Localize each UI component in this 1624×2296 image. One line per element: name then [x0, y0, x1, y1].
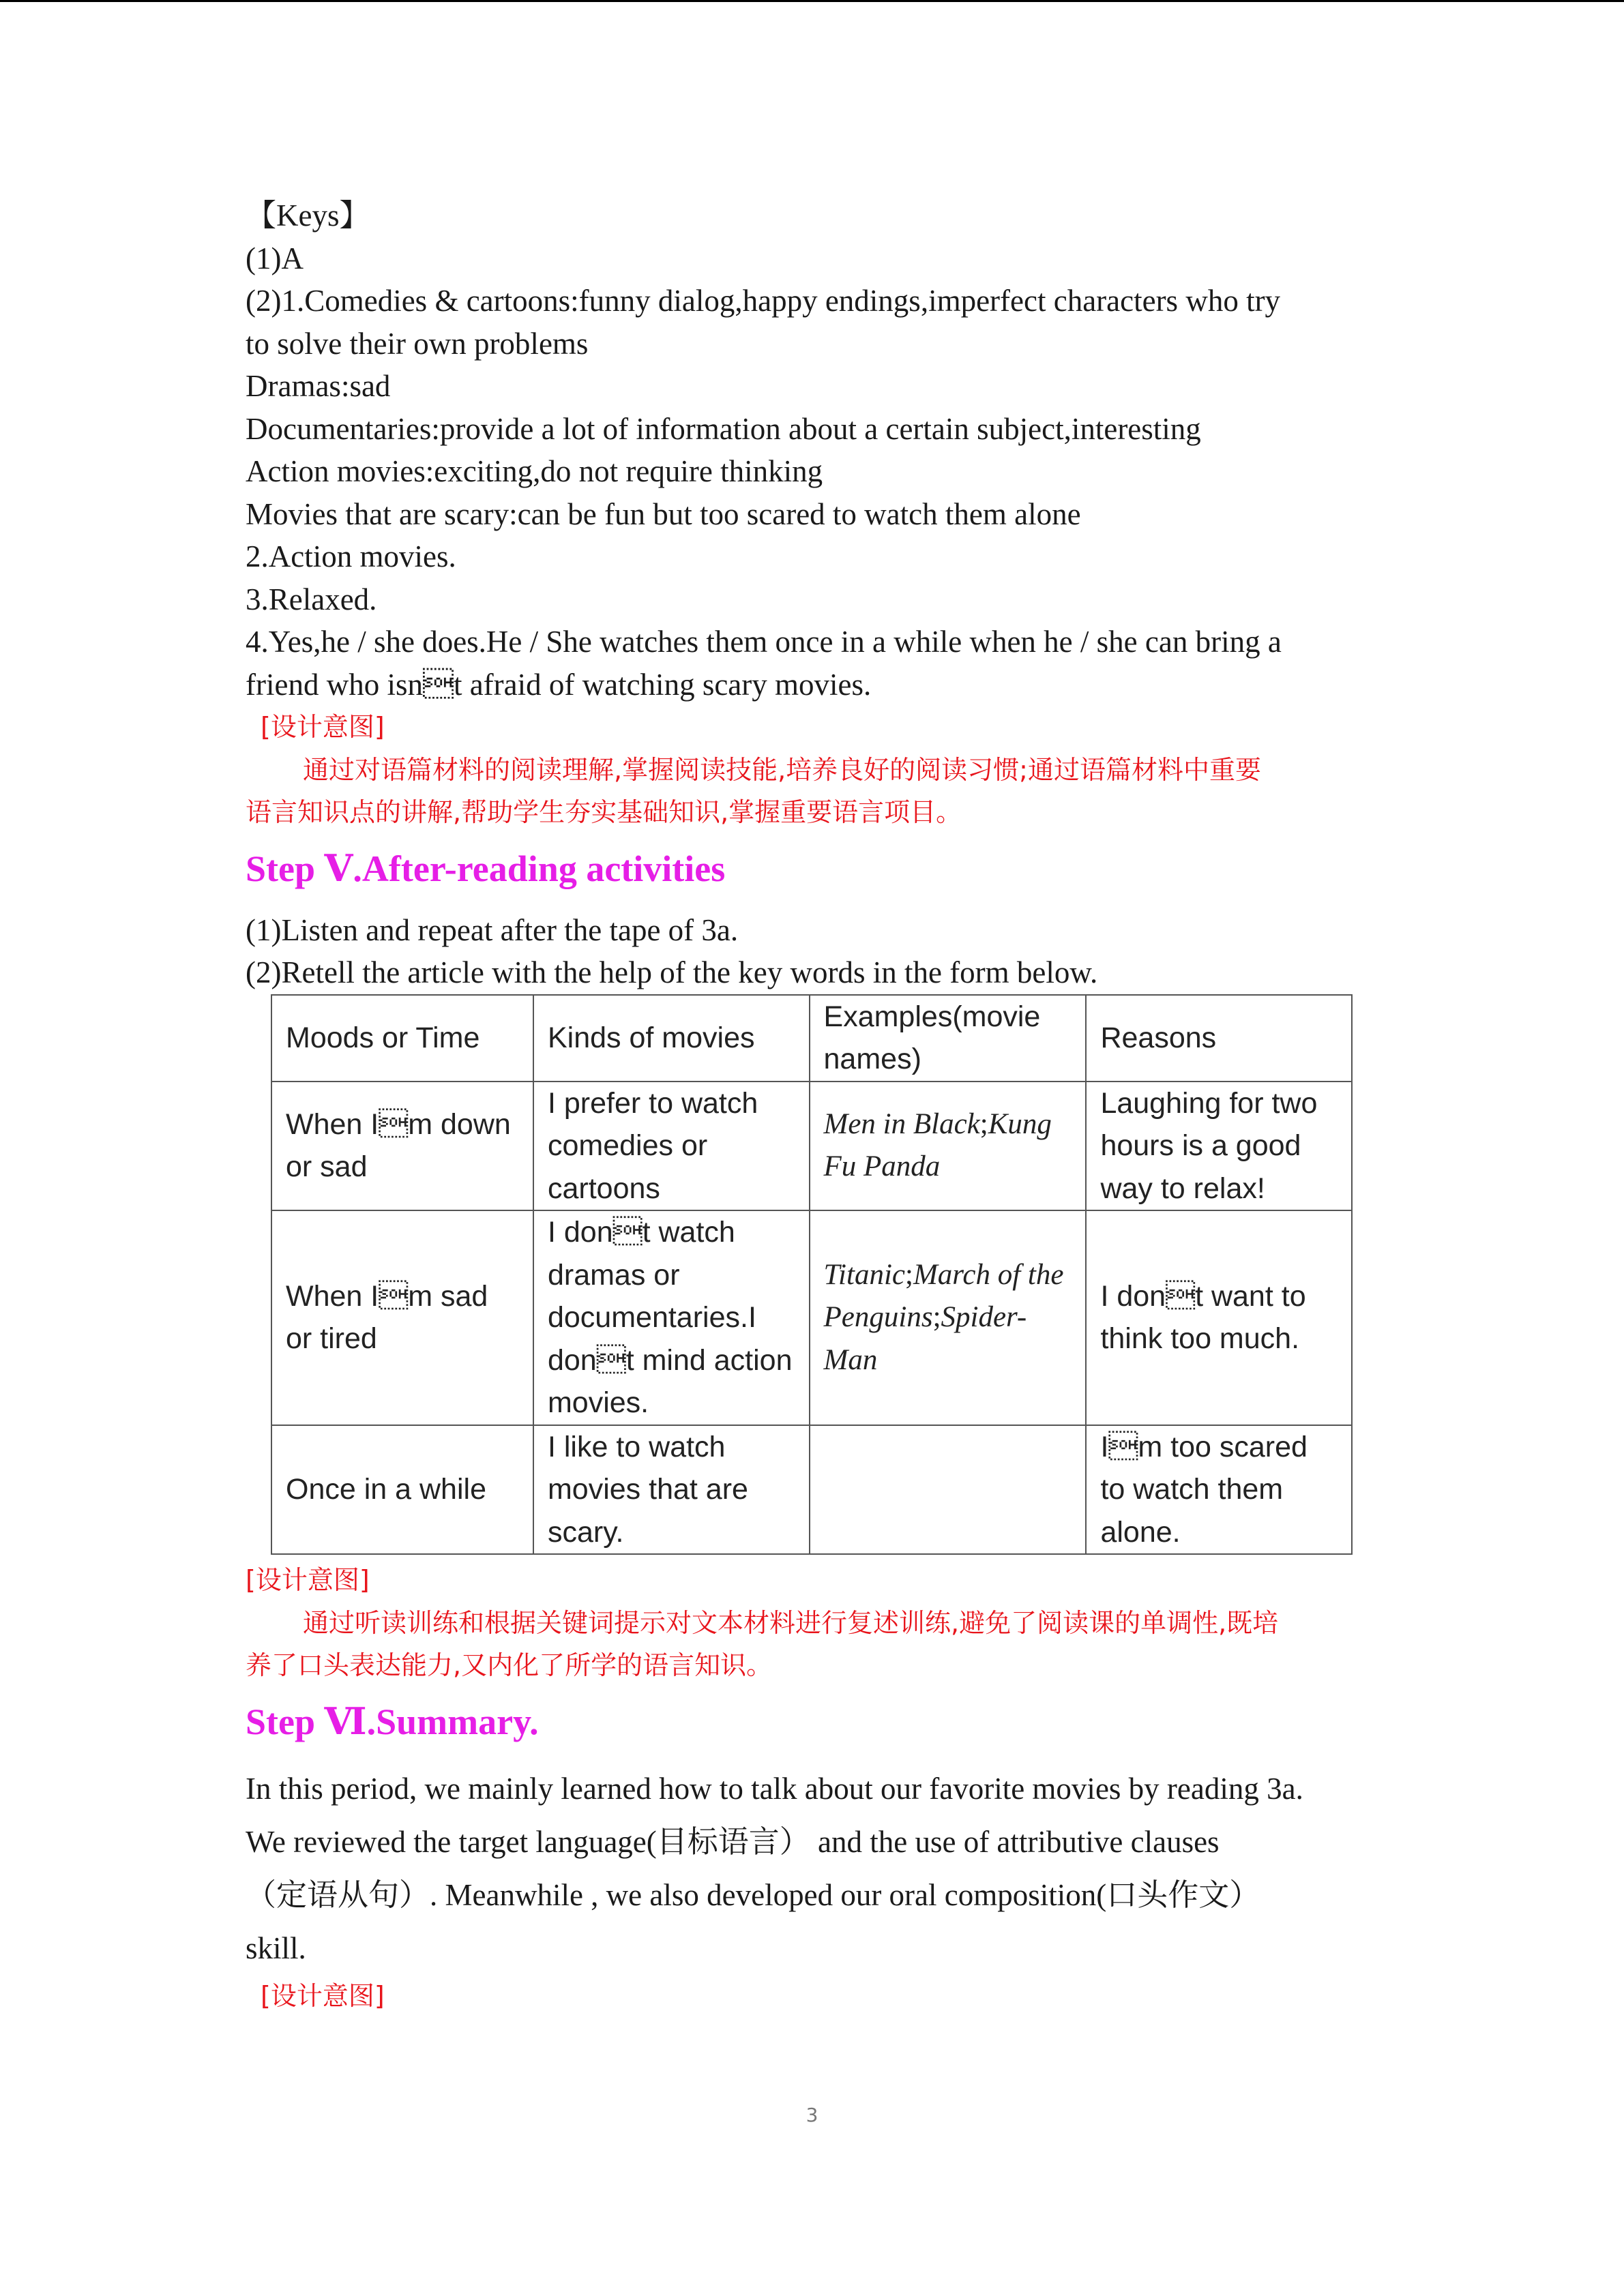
- example-title: Kung Fu Panda: [823, 1107, 1052, 1183]
- keys-line: Action movies:exciting,do not require thinking: [246, 454, 823, 488]
- table-row: [271, 1425, 1352, 1555]
- table-cell-reason: Laughing for two hours is a good way to relax!: [1086, 1082, 1352, 1211]
- example-title: March of the Penguins: [823, 1258, 1064, 1333]
- table-cell-examples: [810, 1425, 1087, 1555]
- summary-line: （定语从句）. Meanwhile , we also developed our oral composition(口头作文）: [246, 1877, 1260, 1912]
- design-intent-tag: [设计意图]: [261, 712, 385, 742]
- example-separator: ;: [979, 1107, 988, 1140]
- table-cell-reason: I dont want to think too much.: [1086, 1210, 1352, 1425]
- design-intent-2: [246, 1559, 1391, 1687]
- keys-line: 4.Yes,he / she does.He / She watches them once in a while when he / she can bring a: [246, 625, 1282, 659]
- table-cell-reason: Im too scared to watch them alone.: [1086, 1425, 1352, 1555]
- table-cell-examples: [810, 1210, 1087, 1425]
- table-header-cell: Examples(movie names): [810, 995, 1087, 1082]
- table-row: [271, 1210, 1352, 1425]
- keys-line: Movies that are scary:can be fun but too scared to watch them alone: [246, 496, 1081, 531]
- example-separator: ;: [932, 1301, 941, 1333]
- page-number: 3: [806, 2104, 818, 2126]
- table-cell-mood: When Im sad or tired: [271, 1210, 533, 1425]
- step6-heading: Step Ⅵ.Summary.: [246, 1701, 539, 1742]
- table-cell-examples: [810, 1082, 1087, 1211]
- keys-section: [246, 194, 1391, 706]
- summary-line: We reviewed the target language(目标语言） and the use of attributive clauses: [246, 1824, 1220, 1859]
- example-title: Titanic: [823, 1258, 905, 1291]
- design-intent-text: 通过听读训练和根据关键词提示对文本材料进行复述训练,避免了阅读课的单调性,既培: [303, 1607, 1279, 1638]
- design-intent-text: 养了口头表达能力,又内化了所学的语言知识。: [246, 1650, 773, 1680]
- example-separator: ;: [904, 1258, 913, 1291]
- summary-line: In this period, we mainly learned how to talk about our favorite movies by reading 3a.: [246, 1771, 1303, 1806]
- keys-line: 3.Relaxed.: [246, 582, 377, 616]
- keys-line: Documentaries:provide a lot of information about a certain subject,interesting: [246, 411, 1201, 446]
- keys-line: 2.Action movies.: [246, 539, 456, 573]
- top-border: [0, 0, 1624, 2]
- movies-table: [271, 994, 1353, 1555]
- keys-header: 【Keys】: [246, 198, 370, 233]
- keys-line: friend who isnt afraid of watching scary movies.: [246, 667, 872, 702]
- example-title: Spider-Man: [823, 1301, 1027, 1376]
- step5-line: (2)Retell the article with the help of the key words in the form below.: [246, 955, 1098, 989]
- keys-line: (2)1.Comedies & cartoons:funny dialog,happy endings,imperfect characters who try: [246, 284, 1281, 318]
- table-header-cell: Kinds of movies: [533, 995, 810, 1082]
- table-row: [271, 1082, 1352, 1211]
- summary-section: [246, 1762, 1391, 1975]
- table-cell-kind: I dont watch dramas or documentaries.I dont mind action movies.: [533, 1210, 810, 1425]
- design-intent-tag: [设计意图]: [261, 1980, 385, 2011]
- design-intent-1: [246, 706, 1391, 834]
- example-title: Men in Black: [823, 1107, 980, 1140]
- summary-line: skill.: [246, 1930, 306, 1965]
- table-header-cell: Moods or Time: [271, 995, 533, 1082]
- step5-line: (1)Listen and repeat after the tape of 3a.: [246, 912, 739, 947]
- design-intent-tag: [设计意图]: [246, 1565, 370, 1595]
- table-header-cell: Reasons: [1086, 995, 1352, 1082]
- design-intent-text: 语言知识点的讲解,帮助学生夯实基础知识,掌握重要语言项目。: [246, 797, 962, 827]
- table-cell-mood: When Im down or sad: [271, 1082, 533, 1211]
- table-cell-kind: I like to watch movies that are scary.: [533, 1425, 810, 1555]
- table-header-row: [271, 995, 1352, 1082]
- keys-line: to solve their own problems: [246, 326, 589, 361]
- step5-heading: Step Ⅴ.After-reading activities: [246, 848, 726, 889]
- table-cell-mood: Once in a while: [271, 1425, 533, 1555]
- keys-line: Dramas:sad: [246, 369, 391, 403]
- document-page: [246, 194, 1391, 2017]
- keys-line: (1)A: [246, 241, 304, 275]
- table-cell-kind: I prefer to watch comedies or cartoons: [533, 1082, 810, 1211]
- design-intent-text: 通过对语篇材料的阅读理解,掌握阅读技能,培养良好的阅读习惯;通过语篇材料中重要: [303, 754, 1261, 785]
